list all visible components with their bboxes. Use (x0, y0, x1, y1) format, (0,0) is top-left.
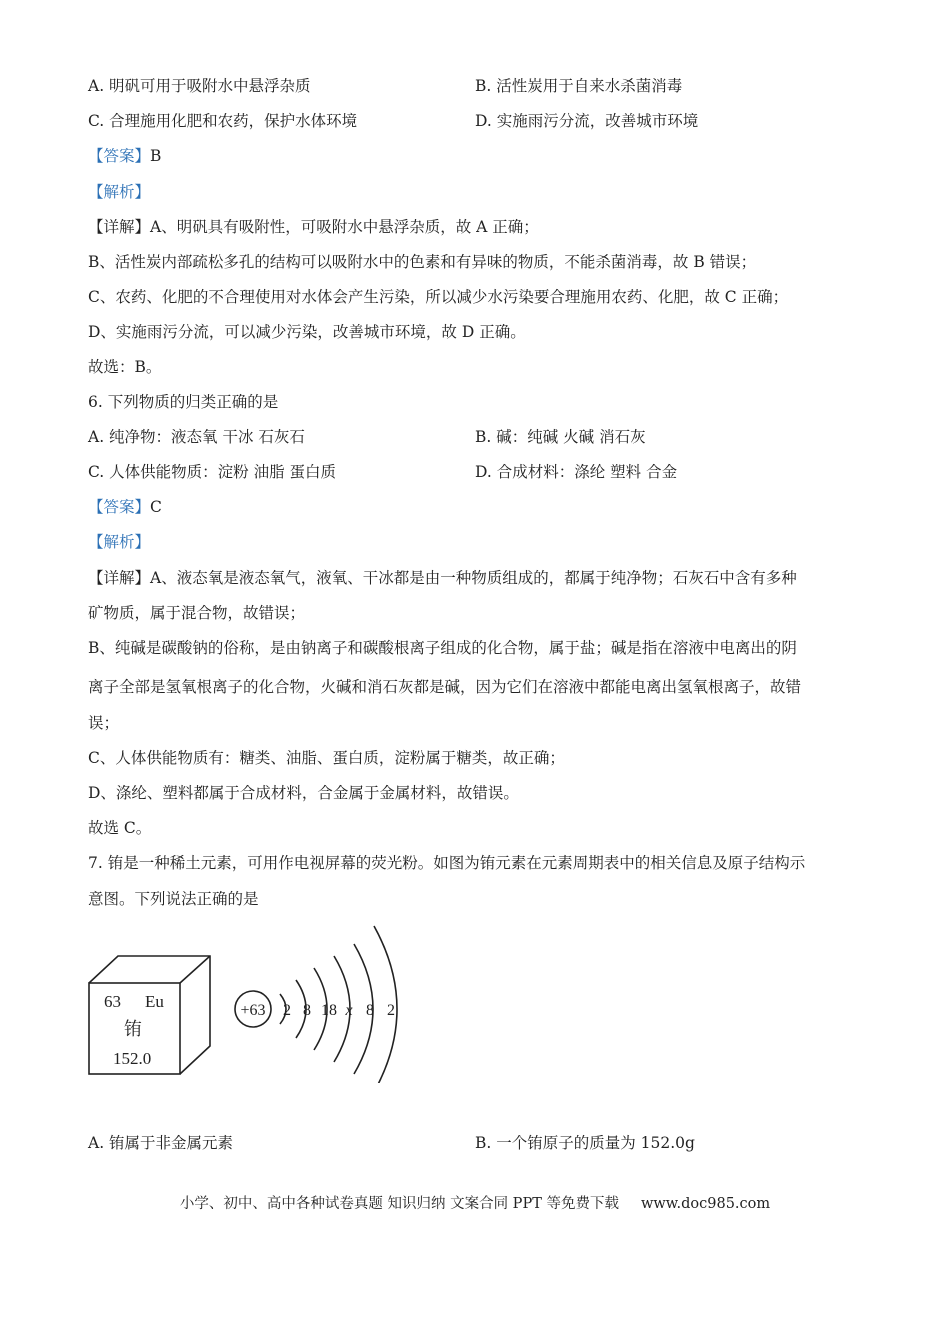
option-d: D. 合成材料：涤纶 塑料 合金 (475, 463, 678, 481)
option-a: A. 纯净物：液态氧 干冰 石灰石 (88, 428, 305, 446)
answer-line (88, 146, 161, 166)
detail-line: D、涤纶、塑料都属于合成材料，合金属于金属材料，故错误。 (88, 784, 519, 802)
option-b: B. 一个铕原子的质量为 152.0g (475, 1134, 695, 1152)
footer-text: 小学、初中、高中各种试卷真题 知识归纳 文案合同 PPT 等免费下载 (179, 1196, 619, 1212)
option-a: A. 明矾可用于吸附水中悬浮杂质 (88, 77, 311, 95)
shell-electrons: x (345, 1002, 353, 1019)
detail-line: 矿物质，属于混合物，故错误； (88, 604, 306, 622)
detail-line (88, 568, 797, 588)
option-b: B. 活性炭用于自来水杀菌消毒 (475, 77, 683, 95)
detail-line: B、活性炭内部疏松多孔的结构可以吸附水中的色素和有异味的物质，不能杀菌消毒，故 B 错误； (88, 253, 757, 271)
nucleus-charge: +63 (240, 1002, 266, 1019)
shell-electrons: 8 (366, 1002, 374, 1019)
electron-shells (280, 926, 397, 1083)
option-c: C. 合理施用化肥和农药，保护水体环境 (88, 112, 358, 130)
detail-line: D、实施雨污分流，可以减少污染，改善城市环境，故 D 正确。 (88, 323, 526, 341)
analysis-tag: 【解析】 (88, 183, 151, 201)
page-footer (0, 1192, 950, 1213)
footer-url[interactable]: www.doc985.com (640, 1196, 771, 1212)
shell-electrons: 18 (321, 1002, 337, 1019)
detail-tag: 【详解】 (88, 569, 151, 587)
detail-line: B、纯碱是碳酸钠的俗称，是由钠离子和碳酸根离子组成的化合物，属于盐；碱是指在溶液中电离出的阴 (88, 639, 797, 657)
final-choice: 故选 C。 (88, 819, 152, 837)
option-b: B. 碱：纯碱 火碱 消石灰 (475, 428, 646, 446)
element-name: 铕 (124, 1019, 142, 1040)
question-stem: 意图。下列说法正确的是 (88, 890, 259, 908)
final-choice: 故选：B。 (88, 358, 162, 376)
atomic-mass: 152.0 (113, 1049, 152, 1068)
detail-line: C、农药、化肥的不合理使用对水体会产生污染，所以减少水污染要合理施用农药、化肥，故 C 正确； (88, 288, 789, 306)
shell-electrons: 2 (387, 1002, 395, 1019)
detail-text: A、液态氧是液态氧气，液氧、干冰都是由一种物质组成的，都属于纯净物；石灰石中含有多种 (150, 569, 797, 587)
shell-electrons: 2 (283, 1002, 291, 1019)
question-stem: 7. 铕是一种稀土元素，可用作电视屏幕的荧光粉。如图为铕元素在元素周期表中的相关信息及原子结构示 (88, 854, 806, 872)
answer-line (88, 497, 162, 517)
option-d: D. 实施雨污分流，改善城市环境 (475, 112, 699, 130)
option-a: A. 铕属于非金属元素 (88, 1134, 234, 1152)
detail-line (88, 217, 539, 237)
detail-line: 离子全部是氢氧根离子的化合物，火碱和消石灰都是碱，因为它们在溶液中都能电离出氢氧根离子，故错 (88, 678, 802, 696)
option-c: C. 人体供能物质：淀粉 油脂 蛋白质 (88, 463, 337, 481)
answer-tag: 【答案】 (88, 498, 151, 516)
europium-diagram (80, 918, 420, 1083)
detail-text: A、明矾具有吸附性，可吸附水中悬浮杂质，故 A 正确； (150, 218, 539, 236)
answer-tag: 【答案】 (88, 147, 151, 165)
shell-electrons: 8 (303, 1002, 311, 1019)
answer-value: C (150, 498, 162, 516)
element-symbol: Eu (145, 992, 164, 1011)
atomic-number: 63 (104, 992, 121, 1011)
question-stem: 6. 下列物质的归类正确的是 (88, 393, 279, 411)
answer-value: B (150, 147, 162, 165)
detail-line: C、人体供能物质有：糖类、油脂、蛋白质，淀粉属于糖类，故正确； (88, 749, 565, 767)
detail-tag: 【详解】 (88, 218, 151, 236)
detail-line: 误； (88, 714, 120, 732)
analysis-tag: 【解析】 (88, 533, 151, 551)
